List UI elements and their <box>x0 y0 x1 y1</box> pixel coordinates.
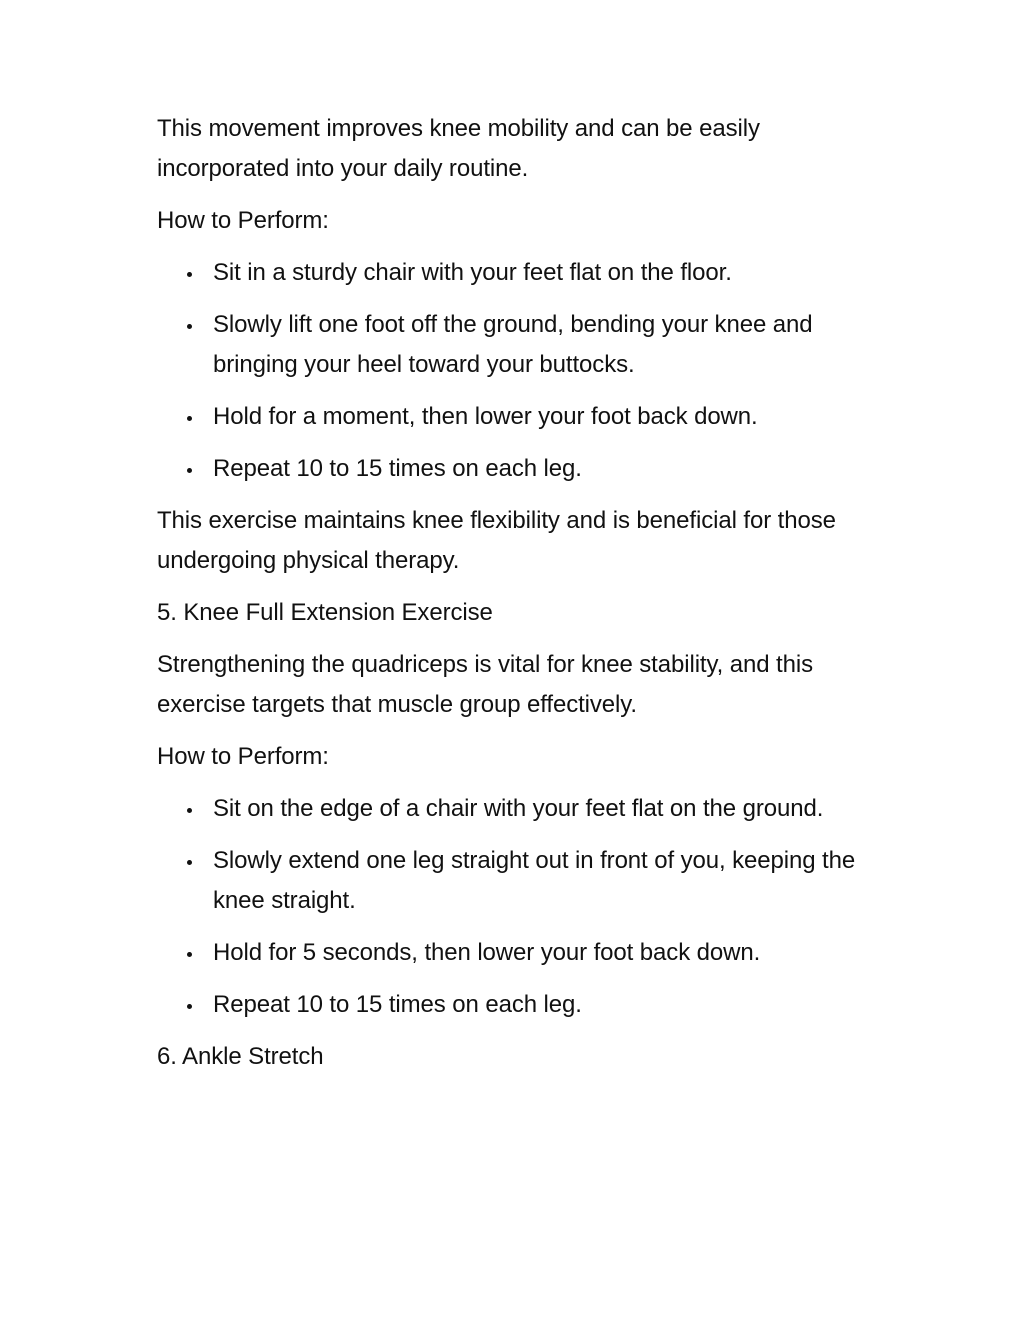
bullet-icon <box>187 1004 192 1009</box>
list-item-text: Hold for a moment, then lower your foot back down. <box>213 403 758 430</box>
list-item-text: Slowly extend one leg straight out in front of you, keeping the knee straight. <box>213 847 856 914</box>
bullet-icon <box>187 272 192 277</box>
bullet-icon <box>187 860 192 865</box>
document-body <box>157 109 857 1089</box>
list-item <box>157 933 857 973</box>
intro-paragraph: This movement improves knee mobility and can be easily incorporated into your daily routine. <box>157 115 760 182</box>
section-heading: 5. Knee Full Extension Exercise <box>157 599 493 626</box>
list-item-text: Hold for 5 seconds, then lower your foot back down. <box>213 939 761 966</box>
list-item-text: Sit in a sturdy chair with your feet flat on the floor. <box>213 259 732 286</box>
list-item <box>157 985 857 1025</box>
bullet-icon <box>187 952 192 957</box>
bullet-icon <box>187 468 192 473</box>
list-item-text: Slowly lift one foot off the ground, bending your knee and bringing your heel toward your buttocks. <box>213 311 813 378</box>
instructions-list <box>157 789 857 1025</box>
how-to-perform-label: How to Perform: <box>157 207 329 234</box>
list-item <box>157 789 857 829</box>
instructions-list <box>157 253 857 489</box>
list-item-text: Repeat 10 to 15 times on each leg. <box>213 455 582 482</box>
section-heading: 6. Ankle Stretch <box>157 1043 324 1070</box>
bullet-icon <box>187 416 192 421</box>
list-item <box>157 253 857 293</box>
bullet-icon <box>187 324 192 329</box>
list-item <box>157 305 857 385</box>
bullet-icon <box>187 808 192 813</box>
how-to-perform-label: How to Perform: <box>157 743 329 770</box>
summary-paragraph: This exercise maintains knee flexibility and is beneficial for those undergoing physical therapy. <box>157 507 836 574</box>
list-item-text: Repeat 10 to 15 times on each leg. <box>213 991 582 1018</box>
list-item <box>157 841 857 921</box>
list-item-text: Sit on the edge of a chair with your feet flat on the ground. <box>213 795 824 822</box>
list-item <box>157 449 857 489</box>
section-intro-paragraph: Strengthening the quadriceps is vital for knee stability, and this exercise targets that muscle group effectively. <box>157 651 814 718</box>
list-item <box>157 397 857 437</box>
